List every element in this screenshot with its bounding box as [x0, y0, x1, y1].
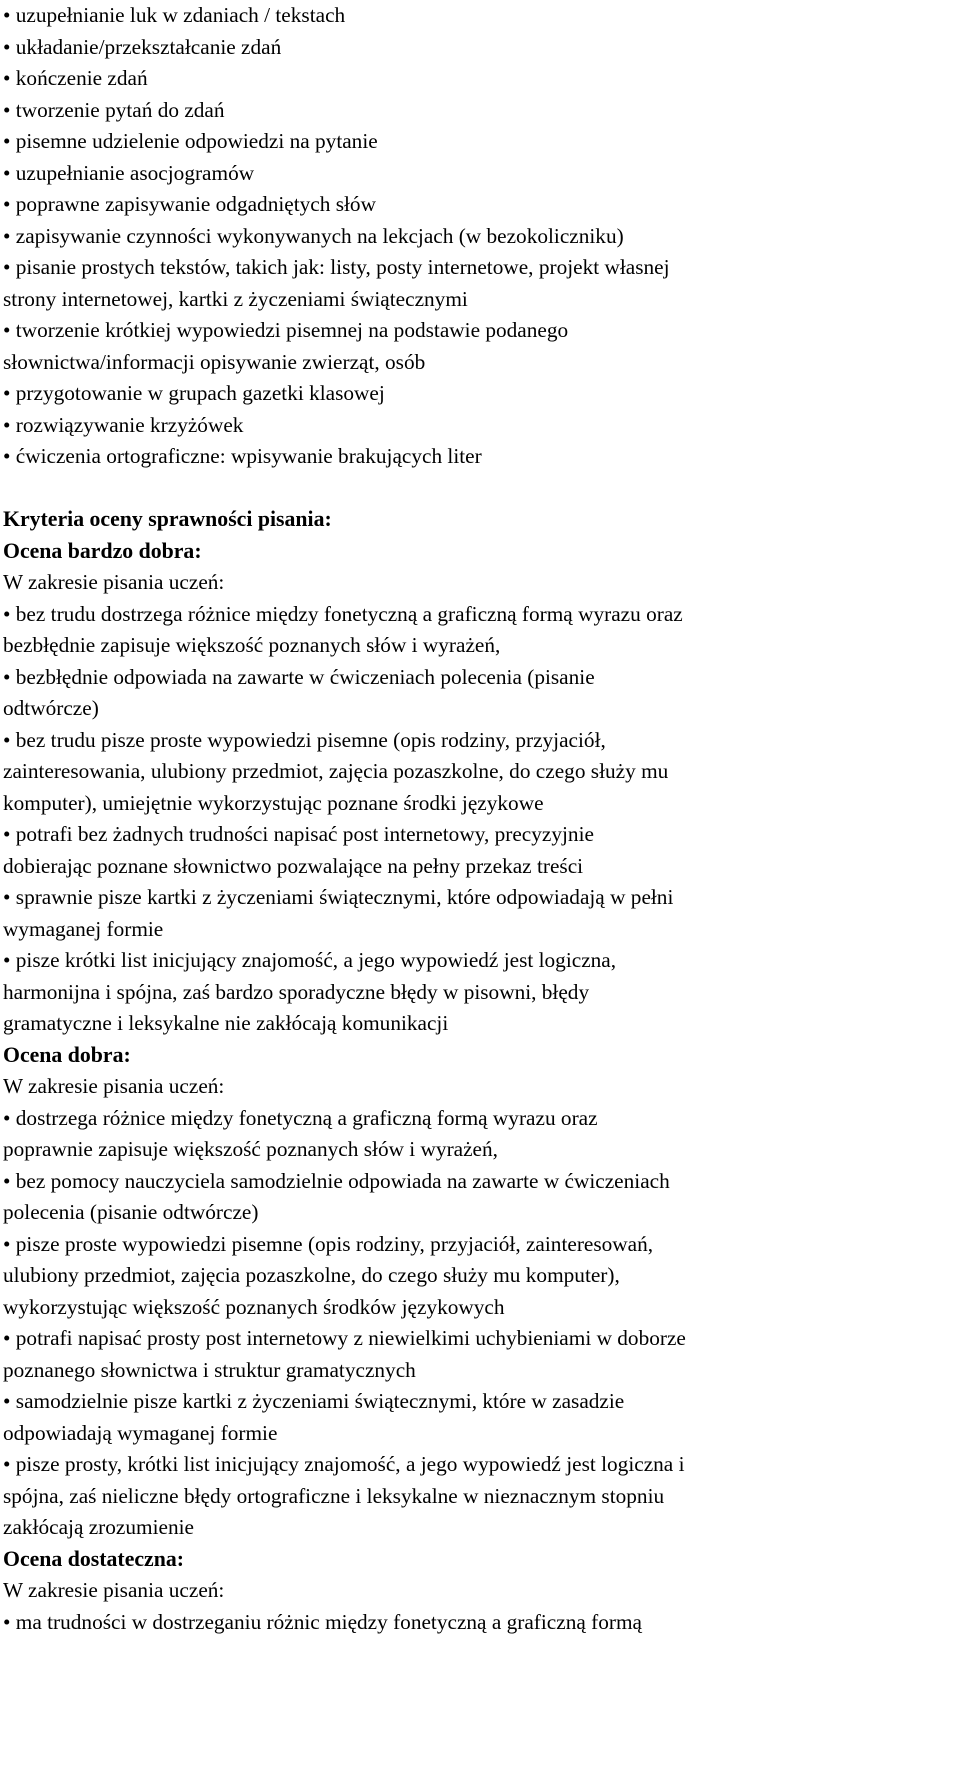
- list-item: • pisemne udzielenie odpowiedzi na pytanie: [3, 129, 378, 153]
- list-item-continuation: odpowiadają wymaganej formie: [3, 1420, 278, 1445]
- section-intro: W zakresie pisania uczeń:: [3, 570, 225, 594]
- list-item-continuation: poznanego słownictwa i struktur gramatycznych: [3, 1357, 416, 1382]
- list-item-continuation: wymaganej formie: [3, 916, 164, 941]
- list-item-continuation: odtwórcze): [3, 696, 99, 720]
- list-item: • bezbłędnie odpowiada na zawarte w ćwiczeniach polecenia (pisanie: [3, 664, 595, 689]
- list-item-continuation: komputer), umiejętnie wykorzystując poznane środki językowe: [3, 790, 544, 815]
- list-item-continuation: bezbłędnie zapisuje większość poznanych słów i wyrażeń,: [3, 633, 501, 657]
- grade-heading: Ocena bardzo dobra:: [3, 538, 202, 563]
- list-item: • pisze proste wypowiedzi pisemne (opis rodziny, przyjaciół, zainteresowań,: [3, 1231, 654, 1256]
- list-item: • tworzenie pytań do zdań: [3, 97, 225, 122]
- list-item-continuation: polecenia (pisanie odtwórcze): [3, 1200, 259, 1224]
- document-page: [3, 0, 955, 1638]
- list-item: • dostrzega różnice między fonetyczną a graficzną formą wyrazu oraz: [3, 1105, 598, 1130]
- list-item-continuation: słownictwa/informacji opisywanie zwierząt, osób: [3, 349, 426, 374]
- section-sufficient: [3, 1544, 955, 1639]
- list-item-continuation: poprawnie zapisuje większość poznanych słów i wyrażeń,: [3, 1137, 498, 1161]
- list-item: • uzupełnianie luk w zdaniach / tekstach: [3, 3, 346, 27]
- list-item-continuation: zainteresowania, ulubiony przedmiot, zajęcia pozaszkolne, do czego służy mu: [3, 759, 669, 783]
- list-item: • potrafi napisać prosty post internetowy z niewielkimi uchybieniami w doborze: [3, 1326, 686, 1350]
- grade-heading: Ocena dobra:: [3, 1042, 131, 1067]
- list-item: • pisze prosty, krótki list inicjujący znajomość, a jego wypowiedź jest logiczna i: [3, 1452, 685, 1476]
- grade-heading: Ocena dostateczna:: [3, 1546, 184, 1571]
- list-item-continuation: ulubiony przedmiot, zajęcia pozaszkolne, do czego służy mu komputer),: [3, 1263, 620, 1287]
- section-good: [3, 1040, 955, 1544]
- list-item: • rozwiązywanie krzyżówek: [3, 412, 244, 437]
- list-item-continuation: gramatyczne i leksykalne nie zakłócają komunikacji: [3, 1011, 449, 1035]
- list-item: • ma trudności w dostrzeganiu różnic między fonetyczną a graficzną formą: [3, 1609, 642, 1634]
- activities-list: [3, 0, 955, 473]
- list-item: • tworzenie krótkiej wypowiedzi pisemnej na podstawie podanego: [3, 318, 569, 342]
- paragraph-gap: [3, 473, 955, 505]
- list-item: • samodzielnie pisze kartki z życzeniami świątecznymi, które w zasadzie: [3, 1389, 625, 1413]
- list-item: • poprawne zapisywanie odgadniętych słów: [3, 192, 376, 216]
- list-item-continuation: dobierając poznane słownictwo pozwalające na pełny przekaz treści: [3, 853, 584, 878]
- list-item: • przygotowanie w grupach gazetki klasowej: [3, 381, 385, 405]
- section-very-good: [3, 536, 955, 1040]
- section-intro: W zakresie pisania uczeń:: [3, 1074, 225, 1098]
- list-item: • pisanie prostych tekstów, takich jak: listy, posty internetowe, projekt własnej: [3, 255, 670, 279]
- list-item: • ćwiczenia ortograficzne: wpisywanie brakujących liter: [3, 444, 482, 468]
- list-item: • bez trudu pisze proste wypowiedzi pisemne (opis rodziny, przyjaciół,: [3, 727, 606, 752]
- section-intro: W zakresie pisania uczeń:: [3, 1578, 225, 1602]
- list-item: • kończenie zdań: [3, 66, 148, 90]
- list-item: • zapisywanie czynności wykonywanych na lekcjach (w bezokoliczniku): [3, 223, 624, 248]
- list-item-continuation: zakłócają zrozumienie: [3, 1515, 194, 1539]
- list-item: • pisze krótki list inicjujący znajomość, a jego wypowiedź jest logiczna,: [3, 948, 617, 972]
- list-item-continuation: strony internetowej, kartki z życzeniami świątecznymi: [3, 286, 468, 311]
- list-item: • bez pomocy nauczyciela samodzielnie odpowiada na zawarte w ćwiczeniach: [3, 1168, 670, 1193]
- list-item: • uzupełnianie asocjogramów: [3, 160, 255, 185]
- list-item: • układanie/przekształcanie zdań: [3, 34, 282, 59]
- list-item-continuation: spójna, zaś nieliczne błędy ortograficzne i leksykalne w nieznacznym stopniu: [3, 1483, 665, 1508]
- list-item: • sprawnie pisze kartki z życzeniami świątecznymi, które odpowiadają w pełni: [3, 885, 674, 909]
- list-item: • potrafi bez żadnych trudności napisać post internetowy, precyzyjnie: [3, 822, 594, 846]
- list-item: • bez trudu dostrzega różnice między fonetyczną a graficzną formą wyrazu oraz: [3, 601, 683, 626]
- list-item-continuation: wykorzystując większość poznanych środków językowych: [3, 1294, 505, 1319]
- list-item-continuation: harmonijna i spójna, zaś bardzo sporadyczne błędy w pisowni, błędy: [3, 979, 590, 1004]
- criteria-heading: Kryteria oceny sprawności pisania:: [3, 507, 332, 531]
